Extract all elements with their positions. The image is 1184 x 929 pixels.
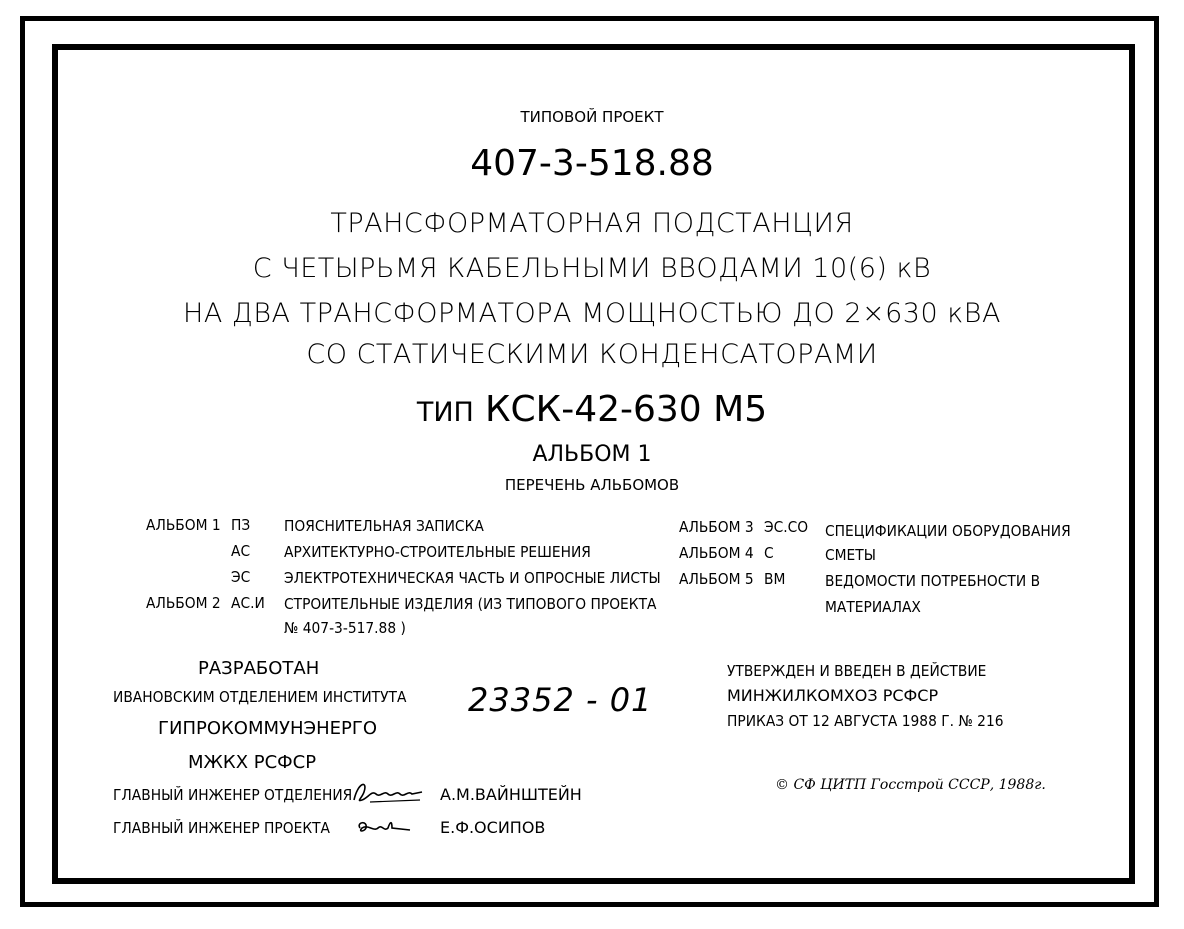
type-value: КСК-42-630 М5 [484, 389, 768, 430]
album-right-0-desc: СПЕЦИФИКАЦИИ ОБОРУДОВАНИЯ [825, 522, 1071, 540]
developer-line-2: ГИПРОКОММУНЭНЕРГО [158, 718, 377, 739]
album-right-0-album: АЛЬБОМ 3 [679, 518, 754, 536]
project-number: 407-3-518.88 [470, 143, 714, 184]
album-left-1-code: АС [231, 542, 251, 560]
project-kind: ТИПОВОЙ ПРОЕКТ [520, 108, 664, 126]
signature-name-0: А.М.ВАЙНШТЕЙН [440, 785, 582, 804]
signature-name-1: Е.Ф.ОСИПОВ [440, 818, 546, 837]
album-left-3-code: АС.И [231, 594, 265, 612]
title-line-4: СО СТАТИЧЕСКИМИ КОНДЕНСАТОРАМИ [306, 339, 878, 370]
album-left-3-desc: СТРОИТЕЛЬНЫЕ ИЗДЕЛИЯ (ИЗ ТИПОВОГО ПРОЕКТА [284, 595, 657, 613]
album-right-2-code: ВМ [764, 570, 786, 588]
developer-line-1: ИВАНОВСКИМ ОТДЕЛЕНИЕМ ИНСТИТУТА [113, 688, 407, 706]
inventory-number: 23352 - 01 [468, 681, 653, 719]
album-right-2-desc: ВЕДОМОСТИ ПОТРЕБНОСТИ В [825, 572, 1041, 590]
signature-role-0: ГЛАВНЫЙ ИНЖЕНЕР ОТДЕЛЕНИЯ [113, 786, 353, 804]
title-line-2: С ЧЕТЫРЬМЯ КАБЕЛЬНЫМИ ВВОДАМИ 10(6) кВ [252, 253, 932, 284]
title-line-3: НА ДВА ТРАНСФОРМАТОРА МОЩНОСТЬЮ ДО 2×630 кВА [183, 298, 1001, 329]
album-left-2-desc: ЭЛЕКТРОТЕХНИЧЕСКАЯ ЧАСТЬ И ОПРОСНЫЕ ЛИСТЫ [284, 569, 661, 587]
signature-mark-1 [354, 816, 414, 838]
approval-line-3: ПРИКАЗ ОТ 12 АВГУСТА 1988 Г. № 216 [727, 712, 1004, 730]
copyright-stamp: © СФ ЦИТП Госстрой СССР, 1988г. [775, 777, 1046, 793]
album-left-0-album: АЛЬБОМ 1 [146, 516, 221, 534]
album-left-3-album: АЛЬБОМ 2 [146, 594, 221, 612]
album-right-1-desc: СМЕТЫ [825, 546, 876, 564]
developer-heading: РАЗРАБОТАН [198, 658, 320, 679]
album-current: АЛЬБОМ 1 [532, 442, 652, 467]
developer-line-3: МЖКХ РСФСР [188, 752, 317, 773]
album-left-1-desc: АРХИТЕКТУРНО-СТРОИТЕЛЬНЫЕ РЕШЕНИЯ [284, 543, 591, 561]
album-left-0-code: ПЗ [231, 516, 251, 534]
album-left-3-desc2: № 407-3-517.88 ) [284, 619, 406, 637]
album-left-0-desc: ПОЯСНИТЕЛЬНАЯ ЗАПИСКА [284, 517, 484, 535]
approval-line-1: УТВЕРЖДЕН И ВВЕДЕН В ДЕЙСТВИЕ [727, 662, 987, 680]
album-right-1-code: С [764, 544, 774, 562]
type-label: ТИП [416, 397, 474, 428]
album-right-2-desc2: МАТЕРИАЛАХ [825, 598, 921, 616]
title-line-1: ТРАНСФОРМАТОРНАЯ ПОДСТАНЦИЯ [330, 208, 854, 239]
album-right-0-code: ЭС.СО [764, 518, 809, 536]
approval-line-2: МИНЖИЛКОМХОЗ РСФСР [727, 686, 939, 705]
album-left-2-code: ЭС [231, 568, 251, 586]
type-line [0, 389, 1184, 430]
signature-role-1: ГЛАВНЫЙ ИНЖЕНЕР ПРОЕКТА [113, 819, 331, 837]
signature-mark-0 [350, 778, 430, 808]
album-list-heading: ПЕРЕЧЕНЬ АЛЬБОМОВ [504, 476, 680, 494]
album-right-1-album: АЛЬБОМ 4 [679, 544, 754, 562]
album-right-2-album: АЛЬБОМ 5 [679, 570, 754, 588]
